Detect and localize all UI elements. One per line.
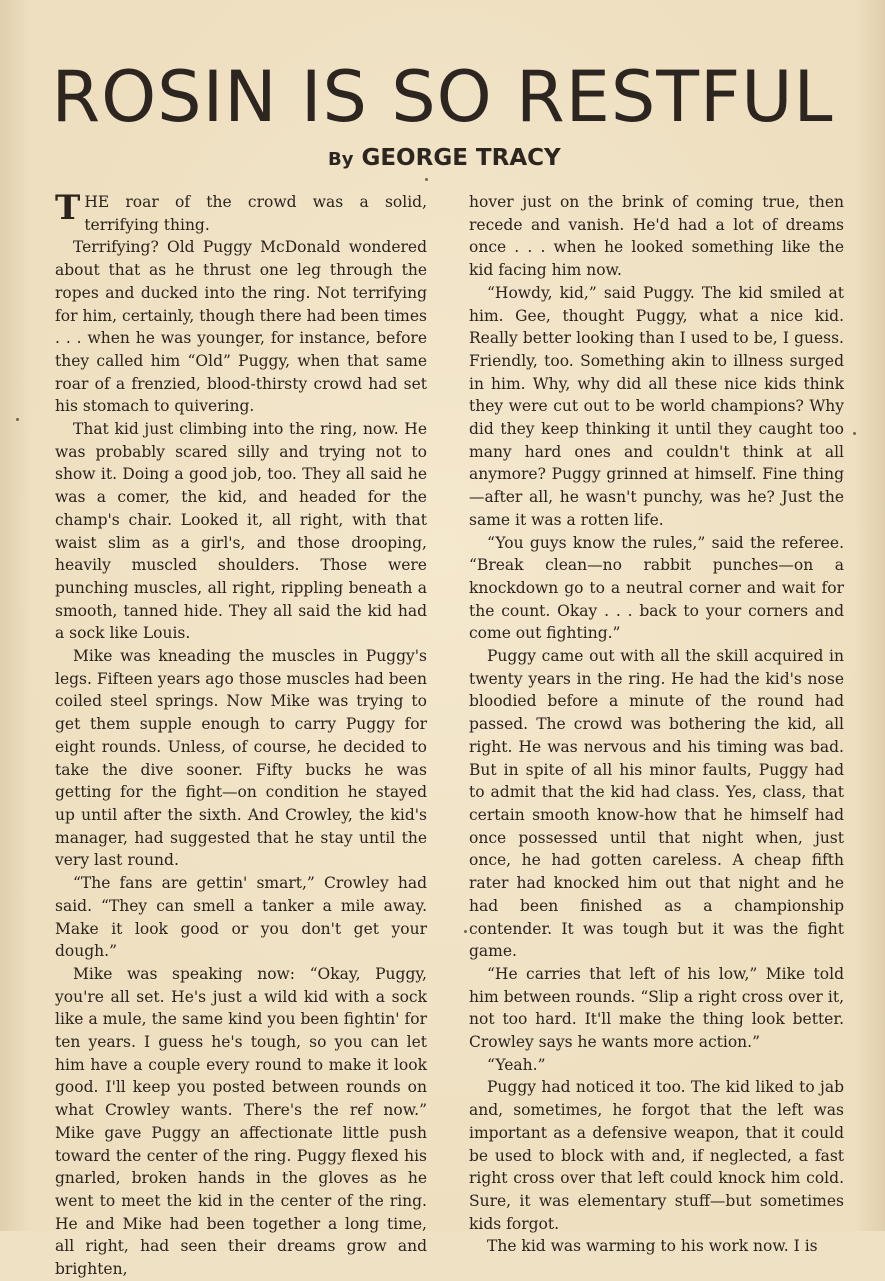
- left-column: [55, 188, 427, 1281]
- paragraph: That kid just climbing into the ring, now. He was probably scared silly and trying not to show it. Doing a good job, too. They all said he was a comer, the kid, and headed for the champ's chair. Looked it, all right, with that waist slim as a girl's, and those drooping, heavily muscled shoulders. Those were punching muscles, all right, rippling beneath a smooth, tanned hide. They all said the kid had a sock like Louis.: [55, 420, 427, 643]
- paragraph: Mike was speaking now: “Okay, Puggy, you're all set. He's just a wild kid with a sock like a mule, the same kind you been fightin' for ten years. I guess he's tough, so you can let him have a couple every round to make it look good. I'll keep you posted between rounds on what Crowley wants. There's the ref now.” Mike gave Puggy an affectionate little push toward the center of the ring. Puggy flexed his gnarled, broken hands in the gloves as he went to meet the kid in the center of the ring. He and Mike had been together a long time, all right, had seen their dreams grow and brighten,: [55, 964, 427, 1279]
- opening-paragraph: [55, 188, 427, 236]
- paragraph-text: HE roar of the crowd was a solid, terrifying thing.: [84, 193, 427, 234]
- continued-paragraph: hover just on the brink of coming true, then recede and vanish. He'd had a lot of dreams once . . . when he looked something like the kid facing him now.: [469, 193, 844, 280]
- paragraph: Puggy came out with all the skill acquired in twenty years in the ring. He had the kid's nose bloodied before a minute of the round had passed. The crowd was bothering the kid, all right. He was nervous and his timing was bad. But in spite of all his minor faults, Puggy had to admit that the kid had class. Yes, class, that certain smooth know-how that he himself had once possessed until that night when, just once, he had gotten careless. A cheap fifth rater had knocked him out that night and he had been finished as a championship contender. It was tough but it was the fight game.: [469, 647, 844, 961]
- paragraph: Terrifying? Old Puggy McDonald wondered about that as he thrust one leg through the ropes and ducked into the ring. Not terrifying for him, certainly, though there had been times . . . when he was younger, for instance, before they called him “Old” Puggy, when that same roar of a frenzied, blood-thirsty crowd had set his stomach to quivering.: [55, 238, 427, 416]
- byline: [328, 145, 561, 171]
- paragraph: “Yeah.”: [487, 1055, 546, 1074]
- ink-speck: [853, 432, 856, 435]
- paragraph: Puggy had noticed it too. The kid liked to jab and, sometimes, he forgot that the left was important as a defensive weapon, that it could be used to block with and, if neglected, a fast right cross over that left could knock him cold. Sure, it was elementary stuff—but sometimes kids forgot.: [469, 1078, 844, 1233]
- ink-speck: [16, 418, 19, 421]
- right-column: [469, 191, 844, 1258]
- paragraph: “He carries that left of his low,” Mike told him between rounds. “Slip a right cross over it, not too hard. It'll make the thing look better. Crowley says he wants more action.”: [469, 964, 844, 1052]
- ink-speck: [425, 178, 428, 181]
- byline-prefix: By: [328, 149, 354, 170]
- paragraph: The kid was warming to his work now. I is: [487, 1237, 818, 1256]
- author-name: GEORGE TRACY: [361, 145, 561, 171]
- drop-cap: T: [55, 188, 81, 228]
- paragraph: “You guys know the rules,” said the referee. “Break clean—no rabbit punches—on a knockdown go to a neutral corner and wait for the count. Okay . . . back to your corners and come out fighting.”: [469, 533, 844, 643]
- ink-speck: [464, 930, 467, 933]
- paragraph: “Howdy, kid,” said Puggy. The kid smiled at him. Gee, thought Puggy, what a nice kid. Really better looking than I used to be, I guess. Friendly, too. Something akin to illness surged in him. Why, why did all these nice kids think they were cut out to be world champions? Why did they keep thinking it until they caught too many hard ones and couldn't think at all anymore? Puggy grinned at himself. Fine thing—after all, he wasn't punchy, was he? Just the same it was a rotten life.: [469, 283, 844, 529]
- paragraph: “The fans are gettin' smart,” Crowley had said. “They can smell a tanker a mile away. Make it look good or you don't get your dough.”: [55, 874, 427, 961]
- paragraph: Mike was kneading the muscles in Puggy's legs. Fifteen years ago those muscles had been coiled steel springs. Now Mike was trying to get them supple enough to carry Puggy for eight rounds. Unless, of course, he decided to take the dive sooner. Fifty bucks he was getting for the fight—on condition he stayed up until after the sixth. And Crowley, the kid's manager, had suggested that he stay until the very last round.: [55, 647, 427, 870]
- story-title: ROSIN IS SO RESTFUL: [51, 56, 834, 138]
